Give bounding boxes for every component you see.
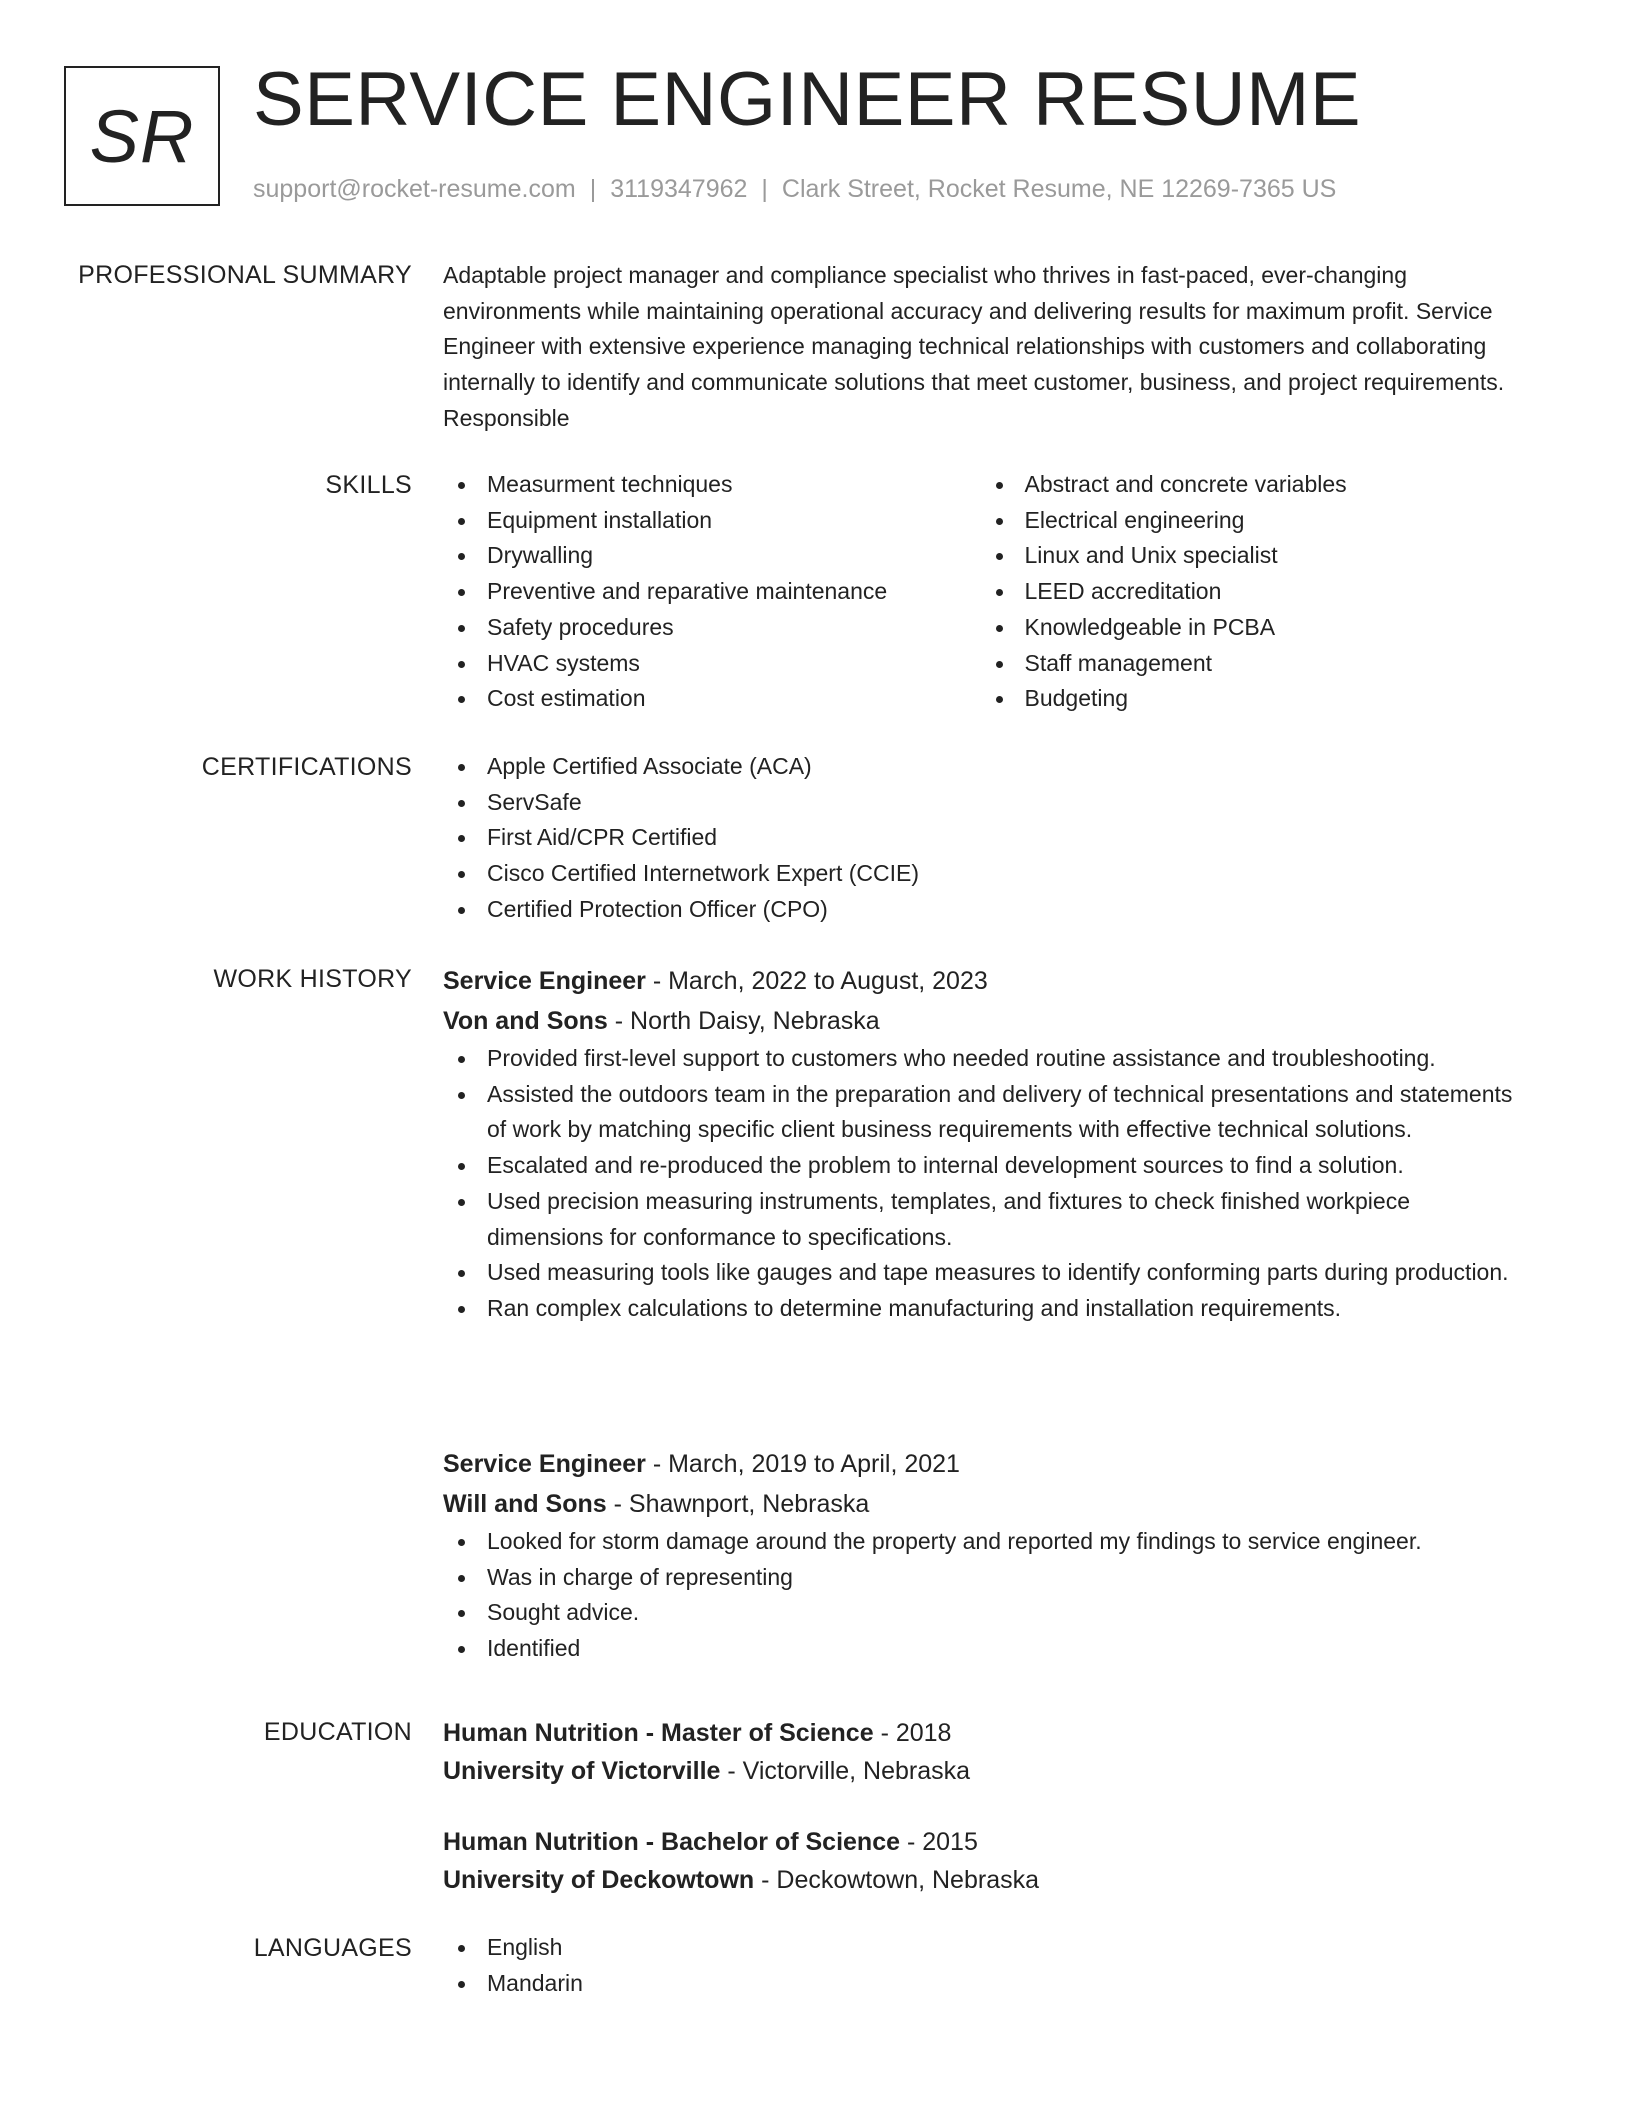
certification-item: Apple Certified Associate (ACA) <box>443 749 1518 785</box>
education-entry <box>443 1714 1518 1790</box>
skills-body <box>443 467 1518 717</box>
certification-item: Cisco Certified Internetwork Expert (CCIE) <box>443 856 1518 892</box>
skill-item: Abstract and concrete variables <box>981 467 1519 503</box>
job-company-line <box>443 1484 1518 1524</box>
job-bullet: Escalated and re-produced the problem to internal development sources to find a solution. <box>443 1148 1518 1184</box>
job-bullets <box>443 1041 1518 1327</box>
job-bullet: Provided first-level support to customers who needed routine assistance and troubleshooting. <box>443 1041 1518 1077</box>
skills-list-right <box>981 467 1519 717</box>
job-location: - Shawnport, Nebraska <box>606 1490 870 1518</box>
education-entry <box>443 1823 1518 1899</box>
contact-separator: | <box>761 175 768 203</box>
contact-email: support@rocket-resume.com <box>253 175 576 203</box>
languages-list <box>443 1930 1518 2001</box>
job-title: Service Engineer <box>443 1450 646 1478</box>
skill-item: Electrical engineering <box>981 503 1519 539</box>
skill-item: Knowledgeable in PCBA <box>981 610 1519 646</box>
job-bullets <box>443 1524 1518 1667</box>
education-school-line <box>443 1861 1518 1899</box>
job-bullet: Ran complex calculations to determine manufacturing and installation requirements. <box>443 1291 1518 1327</box>
certification-item: ServSafe <box>443 785 1518 821</box>
job-company: Will and Sons <box>443 1490 607 1518</box>
job-dates: - March, 2019 to April, 2021 <box>645 1450 960 1478</box>
job-title-line <box>443 1444 1518 1484</box>
certification-item: Certified Protection Officer (CPO) <box>443 892 1518 928</box>
contact-phone: 3119347962 <box>610 175 748 203</box>
education-location: - Deckowtown, Nebraska <box>754 1866 1039 1894</box>
monogram-logo: SR <box>64 66 220 206</box>
language-item: English <box>443 1930 1518 1966</box>
skill-item: Safety procedures <box>443 610 981 646</box>
job-bullet: Looked for storm damage around the property and reported my findings to service engineer. <box>443 1524 1518 1560</box>
education-degree: Human Nutrition - Master of Science <box>443 1719 874 1747</box>
language-item: Mandarin <box>443 1966 1518 2002</box>
education-location: - Victorville, Nebraska <box>720 1757 971 1785</box>
certification-item: First Aid/CPR Certified <box>443 820 1518 856</box>
education-degree: Human Nutrition - Bachelor of Science <box>443 1828 901 1856</box>
section-label-education: EDUCATION <box>263 1718 412 1746</box>
job-bullet: Identified <box>443 1631 1518 1667</box>
skill-item: Cost estimation <box>443 681 981 717</box>
job-bullet: Assisted the outdoors team in the preparation and delivery of technical presentations and statements of work by matching specific client business requirements with effective technical solutions. <box>443 1077 1518 1148</box>
job-bullet: Used precision measuring instruments, templates, and fixtures to check finished workpiece dimensions for conformance to specifications. <box>443 1184 1518 1255</box>
skills-list-left <box>443 467 981 717</box>
skill-item: Staff management <box>981 646 1519 682</box>
job-bullet: Used measuring tools like gauges and tape measures to identify conforming parts during production. <box>443 1255 1518 1291</box>
job-company-line <box>443 1001 1518 1041</box>
section-label-certifications: CERTIFICATIONS <box>201 753 412 781</box>
contact-separator: | <box>589 175 597 203</box>
skill-item: Measurment techniques <box>443 467 981 503</box>
contact-line <box>253 172 1336 206</box>
section-label-skills: SKILLS <box>325 471 412 499</box>
resume-title: SERVICE ENGINEER RESUME <box>253 57 1362 142</box>
skill-item: LEED accreditation <box>981 574 1519 610</box>
job-company: Von and Sons <box>443 1007 608 1035</box>
certifications-list <box>443 749 1518 928</box>
section-label-summary: PROFESSIONAL SUMMARY <box>78 261 412 289</box>
education-body <box>443 1714 1518 1899</box>
education-school-line <box>443 1752 1518 1790</box>
skill-item: HVAC systems <box>443 646 981 682</box>
skill-item: Budgeting <box>981 681 1519 717</box>
skill-item: Linux and Unix specialist <box>981 538 1519 574</box>
job-entry <box>443 1444 1518 1667</box>
skill-item: Preventive and reparative maintenance <box>443 574 981 610</box>
job-bullet: Was in charge of representing <box>443 1560 1518 1596</box>
education-degree-line <box>443 1714 1518 1752</box>
job-bullet: Sought advice. <box>443 1595 1518 1631</box>
education-school: University of Victorville <box>443 1757 721 1785</box>
education-school: University of Deckowtown <box>443 1866 755 1894</box>
certifications-body <box>443 749 1518 928</box>
job-entry <box>443 961 1518 1327</box>
section-label-work-history: WORK HISTORY <box>213 965 412 993</box>
job-title: Service Engineer <box>443 967 646 995</box>
skill-item: Drywalling <box>443 538 981 574</box>
job-dates: - March, 2022 to August, 2023 <box>645 967 988 995</box>
job-location: - North Daisy, Nebraska <box>607 1007 880 1035</box>
summary-text: Adaptable project manager and compliance specialist who thrives in fast-paced, ever-changing environments while maintaining operational accuracy and delivering results for maximum profit. Service Engineer with extensive experience managing technical relationships with customers and collaborating internally to identify and communicate solutions that meet customer, business, and project requirements. Responsible <box>443 262 1505 431</box>
contact-address: Clark Street, Rocket Resume, NE 12269-7365 US <box>781 175 1337 203</box>
education-year: - 2015 <box>900 1828 978 1856</box>
section-label-languages: LANGUAGES <box>253 1934 412 1962</box>
job-title-line <box>443 961 1518 1001</box>
summary-body <box>443 257 1518 437</box>
work-history-body <box>443 961 1518 1662</box>
languages-body <box>443 1930 1518 2001</box>
skill-item: Equipment installation <box>443 503 981 539</box>
education-degree-line <box>443 1823 1518 1861</box>
education-year: - 2018 <box>873 1719 952 1747</box>
